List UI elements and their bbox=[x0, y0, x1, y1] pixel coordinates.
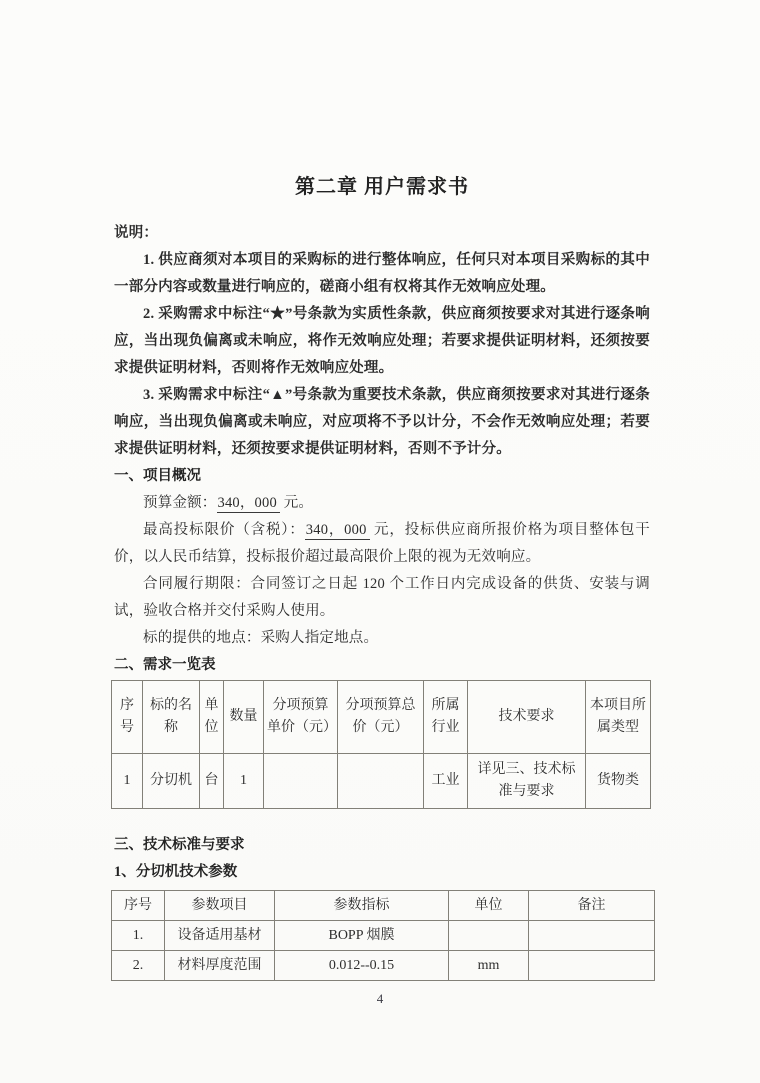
page-number: 4 bbox=[376, 991, 384, 1006]
max-price-value: 340，000 bbox=[305, 522, 370, 540]
note-paragraph-1: 1. 供应商须对本项目的采购标的进行整体响应，任何只对本项目采购标的其中一部分内容或数量进行响应的，磋商小组有权将其作无效响应处理。 bbox=[114, 252, 650, 295]
section-heading-tech: 三、技术标准与要求 bbox=[114, 837, 245, 853]
delivery-place-line: 标的提供的地点：采购人指定地点。 bbox=[143, 630, 379, 646]
budget-value: 340，000 bbox=[217, 495, 280, 513]
table-cell: 台 bbox=[200, 754, 224, 809]
table-cell: 详见三、技术标准与要求 bbox=[468, 754, 586, 809]
table-cell: 设备适用基材 bbox=[165, 921, 275, 951]
tech-table-row bbox=[112, 921, 655, 951]
section-heading-demand: 二、需求一览表 bbox=[114, 657, 216, 673]
table-header-cell: 本项目所属类型 bbox=[586, 681, 651, 754]
table-cell bbox=[529, 951, 655, 981]
table-cell bbox=[264, 754, 338, 809]
table-header-cell: 单位 bbox=[449, 891, 529, 921]
table-cell: 分切机 bbox=[143, 754, 200, 809]
table-header-cell: 参数项目 bbox=[165, 891, 275, 921]
table-cell: mm bbox=[449, 951, 529, 981]
table-header-cell: 序号 bbox=[112, 891, 165, 921]
budget-suffix: 元。 bbox=[279, 495, 314, 511]
tech-table-header-row bbox=[112, 891, 655, 921]
table-cell: 1. bbox=[112, 921, 165, 951]
note-paragraph-3: 3. 采购需求中标注“▲”号条款为重要技术条款，供应商须按要求对其进行逐条响应，当出现负偏离或未响应，对应项将不予以计分，不会作无效响应处理；若要求提供证明材料，还须按要求提供证明材料，否则不予计分。 bbox=[114, 387, 650, 457]
table-header-cell: 所属行业 bbox=[424, 681, 468, 754]
table-cell bbox=[338, 754, 424, 809]
table-cell: 2. bbox=[112, 951, 165, 981]
demand-table-row bbox=[112, 754, 651, 809]
table-cell: BOPP 烟膜 bbox=[275, 921, 449, 951]
budget-prefix: 预算金额： bbox=[143, 495, 217, 511]
table-header-cell: 分项预算单价（元） bbox=[264, 681, 338, 754]
demand-table-header-row bbox=[112, 681, 651, 754]
contract-period-line: 合同履行期限：合同签订之日起 120 个工作日内完成设备的供货、安装与调试，验收合格并交付采购人使用。 bbox=[114, 576, 650, 619]
table-cell: 货物类 bbox=[586, 754, 651, 809]
table-header-cell: 标的名称 bbox=[143, 681, 200, 754]
table-header-cell: 序号 bbox=[112, 681, 143, 754]
tech-table-row bbox=[112, 951, 655, 981]
page-title: 第二章 用户需求书 bbox=[295, 176, 469, 198]
table-cell bbox=[529, 921, 655, 951]
table-header-cell: 技术要求 bbox=[468, 681, 586, 754]
table-header-cell: 参数指标 bbox=[275, 891, 449, 921]
notes-section bbox=[114, 220, 650, 463]
max-price-prefix: 最高投标限价（含税）： bbox=[143, 522, 305, 538]
table-cell: 0.012--0.15 bbox=[275, 951, 449, 981]
table-cell: 材料厚度范围 bbox=[165, 951, 275, 981]
budget-line bbox=[114, 490, 650, 517]
max-price-suffix: 元，投标供应商所报价格为项目整体包干价，以人民币结算，投标报价超过最高限价上限的视为无效响应。 bbox=[114, 522, 650, 565]
note-paragraph-2: 2. 采购需求中标注“★”号条款为实质性条款，供应商须按要求对其进行逐条响应，当出现负偏离或未响应，将作无效响应处理；若要求提供证明材料，还须按要求提供证明材料，否则将作无效响应处理。 bbox=[114, 306, 650, 376]
max-price-line bbox=[114, 517, 650, 571]
section-heading-overview: 一、项目概况 bbox=[114, 468, 201, 484]
demand-table bbox=[111, 680, 651, 809]
table-cell bbox=[449, 921, 529, 951]
table-cell: 1 bbox=[112, 754, 143, 809]
notes-label: 说明： bbox=[114, 225, 159, 241]
document-content bbox=[114, 0, 650, 981]
table-header-cell: 分项预算总价（元） bbox=[338, 681, 424, 754]
tech-subheading: 1、分切机技术参数 bbox=[114, 864, 238, 880]
table-header-cell: 数量 bbox=[224, 681, 264, 754]
table-cell: 工业 bbox=[424, 754, 468, 809]
table-header-cell: 备注 bbox=[529, 891, 655, 921]
tech-parameters-table bbox=[111, 890, 655, 981]
table-header-cell: 单位 bbox=[200, 681, 224, 754]
table-cell: 1 bbox=[224, 754, 264, 809]
